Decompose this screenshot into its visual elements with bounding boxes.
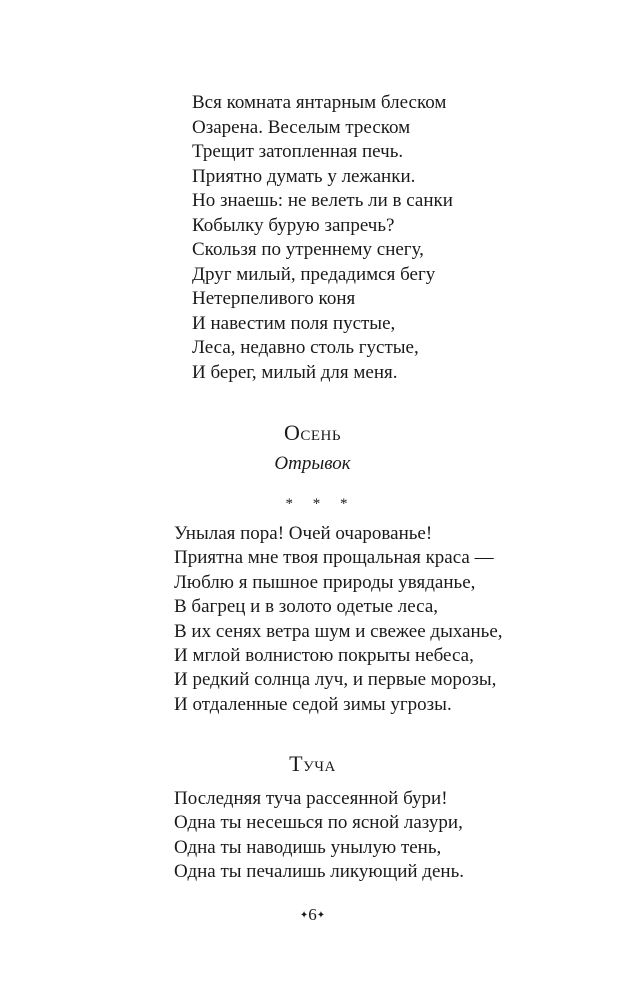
poem-line: Приятна мне твоя прощальная краса — — [174, 547, 494, 569]
poem-line: Нетерпеливого коня — [192, 288, 356, 309]
poem-line: Приятно думать у лежанки. — [192, 165, 416, 187]
poem-line: Последняя туча рассеянной бури! — [174, 788, 448, 809]
poem-title-autumn: Осень — [283, 420, 341, 445]
ornament-left-icon: ✦ — [299, 910, 309, 921]
asterism-separator: * * * — [285, 496, 356, 512]
page-number: 6 — [308, 905, 317, 924]
poem-line: Люблю я пышное природы увяданье, — [174, 571, 476, 593]
poem-line: И мглой волнистою покрыты небеса, — [174, 644, 474, 666]
poem-line: Трещит затопленная печь. — [192, 141, 404, 162]
poem-line: Одна ты несешься по ясной лазури, — [174, 812, 463, 834]
poem-line: Одна ты печалишь ликующий день. — [174, 861, 464, 883]
poem-subtitle: Отрывок — [274, 453, 351, 474]
cloud-stanza — [174, 787, 464, 885]
poem-line: Но знаешь: не велеть ли в санки — [192, 190, 453, 211]
poem-line: Леса, недавно столь густые, — [192, 337, 419, 358]
winter-morning-stanza — [192, 91, 453, 385]
poem-line: И отдаленные седой зимы угрозы. — [174, 693, 452, 715]
poem-line: И берег, милый для меня. — [192, 361, 398, 383]
poem-line: И навестим поля пустые, — [192, 312, 396, 334]
poem-line: Вся комната янтарным блеском — [192, 92, 447, 113]
poem-line: Унылая пора! Очей очарованье! — [174, 523, 433, 544]
poem-line: В багрец и в золото одетые леса, — [174, 596, 439, 618]
poem-line: И редкий солнца луч, и первые морозы, — [174, 669, 497, 691]
poem-line: Озарена. Веселым треском — [192, 116, 411, 138]
ornament-right-icon: ✦ — [316, 910, 326, 921]
poem-title-cloud: Туча — [289, 751, 336, 776]
page-number-footer — [0, 905, 625, 925]
poem-line: В их сенях ветра шум и свежее дыханье, — [174, 620, 503, 642]
poem-line: Одна ты наводишь унылую тень, — [174, 836, 442, 858]
autumn-stanza — [174, 522, 503, 717]
poem-line: Скользя по утреннему снегу, — [192, 239, 424, 260]
poem-line: Друг милый, предадимся бегу — [192, 263, 436, 285]
poem-line: Кобылку бурую запречь? — [192, 214, 395, 236]
